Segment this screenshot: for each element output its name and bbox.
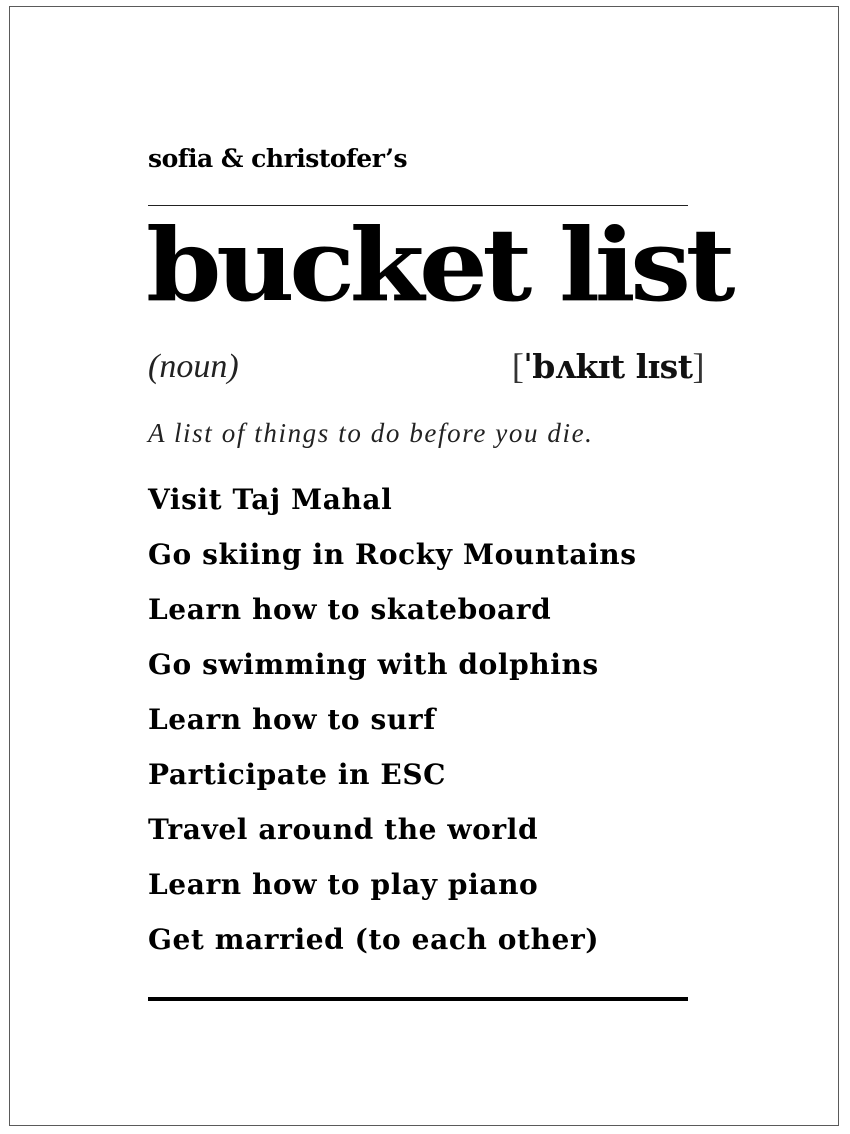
list-item: Learn how to surf (148, 703, 436, 736)
pronunciation-open-bracket: [ (511, 346, 524, 386)
bucket-list-items (148, 482, 637, 977)
part-of-speech: (noun) (148, 348, 239, 385)
list-item: Travel around the world (148, 813, 539, 846)
list-item: Learn how to play piano (148, 868, 539, 901)
list-item: Go skiing in Rocky Mountains (148, 538, 637, 571)
bottom-divider (148, 997, 688, 1001)
pronunciation-text: ˈbʌkɪt lɪst (523, 347, 693, 386)
list-item: Visit Taj Mahal (148, 483, 393, 516)
definition: A list of things to do before you die. (148, 418, 594, 448)
list-item: Learn how to skateboard (148, 593, 552, 626)
list-item: Go swimming with dolphins (148, 648, 599, 681)
list-item: Participate in ESC (148, 758, 447, 791)
pronunciation (512, 348, 704, 384)
list-item: Get married (to each other) (148, 923, 600, 956)
owner-names: sofia & christofer’s (148, 144, 408, 173)
poster-title: bucket list (146, 206, 731, 324)
pronunciation-close-bracket: ] (692, 346, 704, 386)
